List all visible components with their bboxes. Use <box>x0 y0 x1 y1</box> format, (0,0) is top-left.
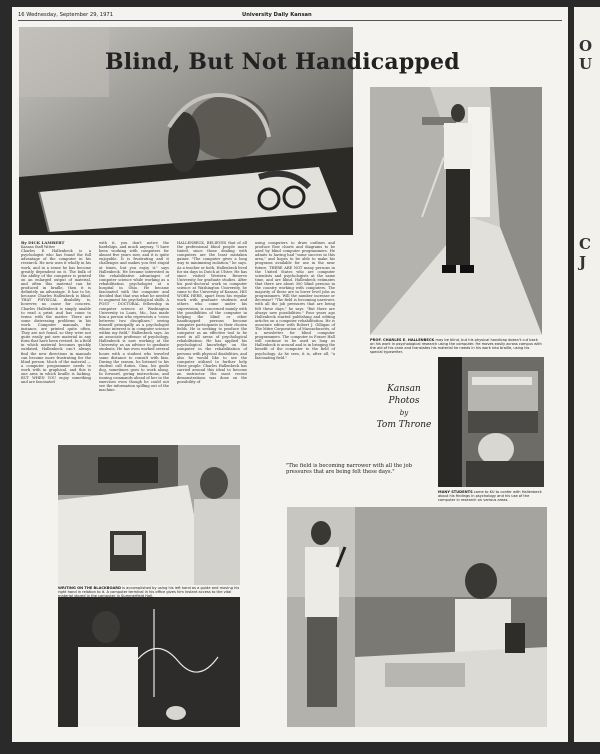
article-column-2 <box>99 241 169 446</box>
photo-desk <box>355 507 547 727</box>
photo-hallway <box>370 87 542 335</box>
office-computer-image <box>58 445 240 585</box>
page-date: 16 Wednesday, September 29, 1971 <box>18 12 114 18</box>
computer-terminal-image <box>438 357 544 487</box>
article-column-4 <box>255 241 335 446</box>
article-column-3 <box>177 241 247 446</box>
photo-credit-line3: by <box>399 409 409 417</box>
caption-blackboard <box>58 586 240 598</box>
photo-credit-line1: Kansan <box>387 384 421 394</box>
caption-computer <box>438 490 546 508</box>
headline: Blind, But Not Handicapped <box>105 49 460 75</box>
newspaper-page <box>12 7 568 742</box>
caption-hallway-lead: PROF. CHARLES E. HALLENBECK <box>370 338 435 342</box>
article-text-4: using computers to draw outlines and produce flow charts and diagrams to be used by blind computer programmers. He admits to having had "some success in this area," and hopes to be able to make his programs available for use in the near future. THERE ARE NOT many persons in the United States who are computer scientists and psychologists at the same time, and are blind. Hallenbeck estimates that there are about 300 blind persons in the country working with computers. The majority of these are in lower level jobs as programmers. Will the number increase or decrease? "The field is becoming narrower, with all the job pressures that are being felt these days," he says. "But there are always new possibilities." Four years ago Hallenbeck started publishing and editing articles on a computer rehabilitation. He is associate editor with Robert J. Gilligan of The Mitre Corporation of Massachusetts, of a newsletter for blind computer programmers. The computer in Fraser Hall will continue to be used as long as Hallenbeck is around and is in bringing the benefit of the computer to the field of psychology. As he sees, it is, after all, "a fascinating field." <box>255 241 335 360</box>
caption-blackboard-text: is accomplished by using his left hand as a guide and moving his right hand in relation to it. A computer terminal in his office gives him instant access to the vital material stored in the computer in Summerfield Hall. <box>58 586 240 599</box>
paper-name: University Daily Kansan <box>242 12 312 18</box>
photo-office-computer <box>58 445 240 585</box>
article-text-2: with it, you don't notice the hardships, and much anyway. "I have been working with computers for almost five years now, and it is quite enjoyable. It is frustrating and it challenges and makes you feel stupid at times, but you enjoy it," says Hallenbeck. He became interested in the rehabilitative advantages of computer science while working as a rehabilitation psychologist at a hospital in Ohio. He became fascinated with the computer and decided that that was what he needed to augment his psychological skills. A POST - DOCTORAL fellowship in computer science at Washington University in Louis, Mo., has made him a person who represents a "cross between two disciplines," seeing himself principally as a psychologist whose interest is in computer science within my field," Hallenbeck says. As an associate professor of psychology, Hallenbeck is now working at the University as an advisor to graduate students. He has even worked several hours with a student who traveled some distance to consult with him. During the season, he listened to his student call duties. Gina, his guide dog, sometimes goes to work along. In forward, giving instructions, and issuing commands ahead of her in the exercises even though he could not see the information spilling out of the machine. <box>99 241 169 393</box>
next-page-letter-3: C <box>579 235 591 253</box>
caption-hallway-text: may be blind, but his physical handicap doesn't cut back on his work in psychological research using the computer. He moves easily across campus with the aid of his cane and translates his material he needs in his work into braille, using his special typewriter. <box>370 338 542 355</box>
article-text-1: Charles E. Hallenbeck is a psychologist who has found the full advantage of the computer in his research. He now uses it wholly in his work, and in a sense he has become greatly dependent on it. The bulk of the ability of the computer is printed on an enlarged output of material, and often this material can be produced in braille, then it is definitely an advantage. It has to be, because Charles Hallenbeck is blind. THAT PHYSICAL disability is, however, no cause for concern. Charles Hallenbeck is simply unable to read a print, and has come to terms with the matter. There are some distressing problems in his work. Computer manuals, for instance, are printed quite often. They are not found, so they were not quite easily put new material in any form that have been revised. In a field in which material becomes quickly outdated, Hallenbeck can't always find the new directions in manuals can become more frustrating for the blind person. Much of the material — a computer programmer needs to work with in graphical, and this is one area in which braille is lacking. BUT WHEN YOU enjoy something and are fascinated <box>21 249 91 385</box>
article-column-1 <box>21 241 91 446</box>
photo-credit-line4: Tom Throne <box>376 420 432 430</box>
pull-quote: "The field is becoming narrower with all the job pressures that are being felt these days." <box>286 463 412 475</box>
byline-name: By DICK LAMBERT <box>21 240 65 245</box>
standing-man-image <box>287 507 355 727</box>
caption-blackboard-lead: WRITING ON THE BLACKBOARD <box>58 586 122 590</box>
caption-computer-lead: MANY STUDENTS <box>438 490 473 494</box>
photo-braille-hands <box>19 27 460 235</box>
desk-image <box>355 507 547 727</box>
photo-standing-man <box>287 507 355 727</box>
next-page-letter-2: U <box>579 55 593 73</box>
hallway-image <box>370 87 542 335</box>
caption-computer-text: come to KU to confer with Hallenbeck about his findings in psychology and his use of the computer in research on various areas. <box>438 490 542 503</box>
byline-role: Kansan Staff Writer <box>21 245 55 250</box>
photo-credit <box>374 383 434 431</box>
next-page-letter-4: J <box>579 253 587 271</box>
photo-computer-terminal <box>438 357 544 487</box>
blackboard-image <box>58 597 240 727</box>
next-page-letter-1: O <box>579 37 593 55</box>
header-rule <box>18 20 562 21</box>
photo-credit-line2: Photos <box>388 396 420 406</box>
photo-blackboard <box>58 597 240 727</box>
article-text-3: HALLENBECK, BELIEVES that of all the professional blind people more tinted, since those dealing with computers are the least mistaken gainer. "The computer gives a long way to minimizing isolation," he says. As a teacher or both, Hallenbeck lived for six days in Dutch at Ulster. He has since visited Western Reserve University for graduate studies. After his post-doctoral work in computer science at Washington University, he came to the University of Kansas. HIS WORK HERE, apart from his regular work with graduate students and others who come under his supervision, is concerned mainly with the possibilities of the computer in helping the blind or other handicapped persons become computer participants in their chosen fields. He is seeking to produce the computer as an effective tool to be used in all areas of psychological rehabilitation. He has applied his psychological knowledge on the computer in the rehabilitation of persons with physical disabilities, and also he would like to see the computer utilized to further help these people. Charles Hallenbeck has carried around this ideal to become an instructor. His most recent demonstrations was done on the possibility of <box>177 241 247 385</box>
next-page-edge <box>574 7 600 742</box>
